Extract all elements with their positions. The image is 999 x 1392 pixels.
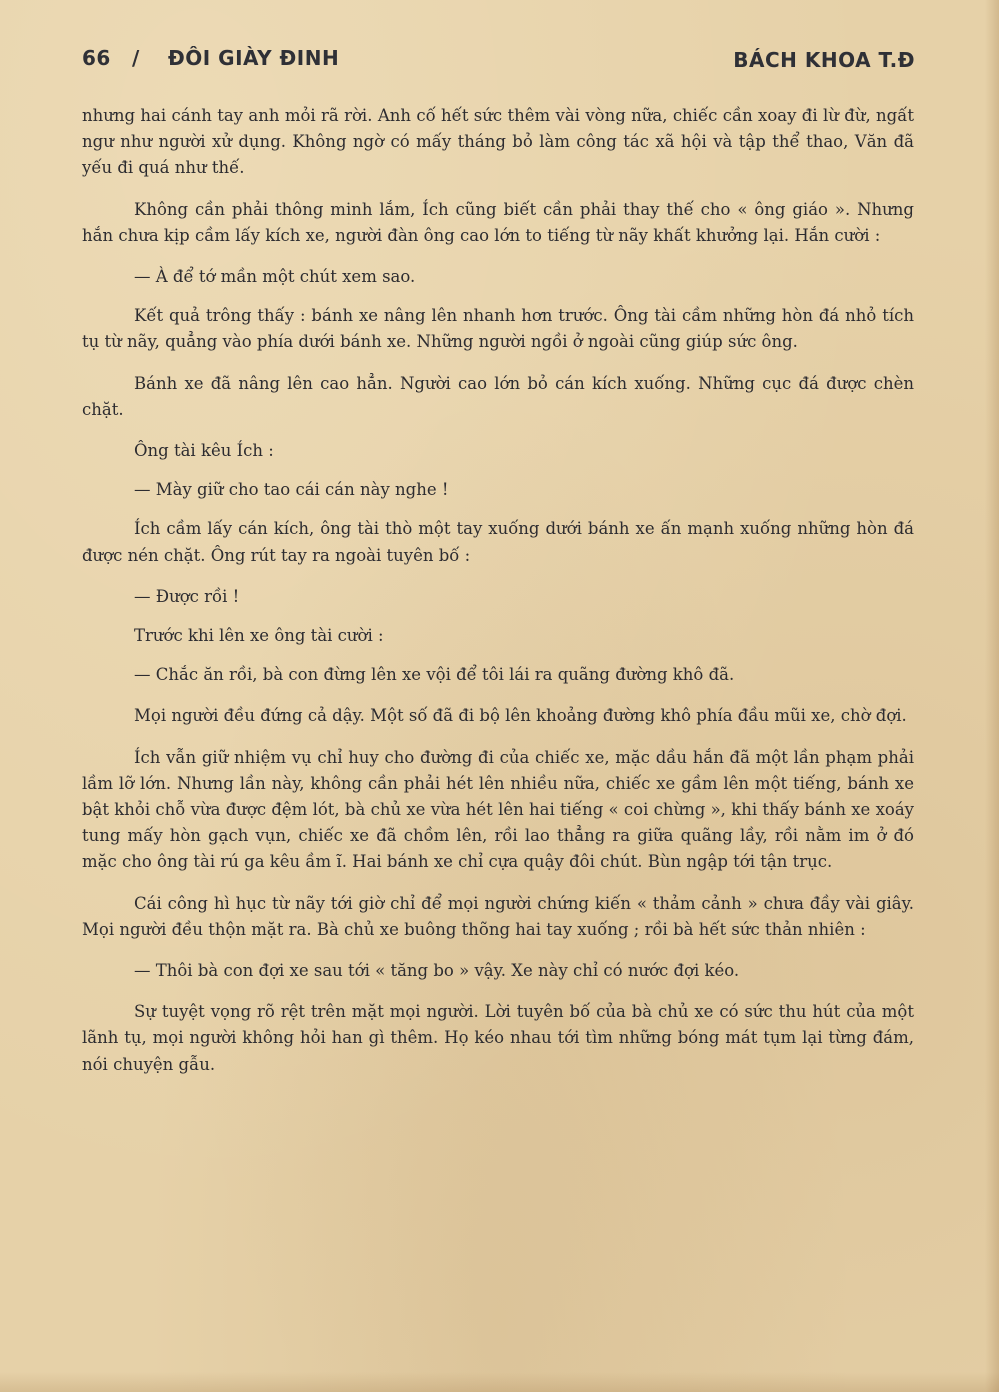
page-bottom-shadow — [0, 1372, 999, 1392]
paragraph: Ích cầm lấy cán kích, ông tài thò một tay xuống dưới bánh xe ấn mạnh xuống những hòn đá được nén chặt. Ông rút tay ra ngoài tuyên bố : — [82, 519, 914, 565]
journal-name: BÁCH KHOA T.Đ — [733, 48, 915, 72]
dialogue-line: — Được rồi ! — [134, 586, 240, 606]
paragraph: Kết quả trông thấy : bánh xe nâng lên nhanh hơn trước. Ông tài cầm những hòn đá nhỏ tích tụ từ nãy, quẳng vào phía dưới bánh xe. Những người ngồi ở ngoài cũng giúp sức ông. — [82, 306, 914, 352]
paragraph: Ông tài kêu Ích : — [134, 441, 274, 461]
dialogue-line: — Chắc ăn rồi, bà con đừng lên xe vội để tôi lái ra quãng đường khô đã. — [134, 665, 735, 685]
page-number: 66 — [82, 46, 111, 70]
page-edge-shadow — [985, 0, 999, 1392]
page-header — [82, 40, 915, 76]
paragraph: Trước khi lên xe ông tài cười : — [134, 626, 384, 646]
paragraph: Bánh xe đã nâng lên cao hẳn. Người cao lớn bỏ cán kích xuống. Những cục đá được chèn chặt. — [82, 373, 914, 419]
header-separator: / — [132, 46, 140, 70]
paragraph: Ích vẫn giữ nhiệm vụ chỉ huy cho đường đi của chiếc xe, mặc dầu hắn đã một lần phạm phải lầm lỡ lớn. Nhưng lần này, không cần phải hét lên nhiều nữa, chiếc xe gầm lên một tiếng, bánh xe bật khỏi chỗ vừa được đệm lót, bà chủ xe vừa hét lên hai tiếng « coi chừng », khi thấy bánh xe xoáy tung mấy hòn gạch vụn, chiếc xe đã chồm lên, rồi lao thẳng ra giữa quãng lầy, rồi nằm im ở đó mặc cho ông tài rú ga kêu ầm ĩ. Hai bánh xe chỉ cựa quậy đôi chút. Bùn ngập tới tận trục. — [82, 747, 914, 872]
running-title: ĐÔI GIÀY ĐINH — [168, 46, 340, 70]
paragraph: Sự tuyệt vọng rõ rệt trên mặt mọi người. Lời tuyên bố của bà chủ xe có sức thu hút của một lãnh tụ, mọi người không hỏi han gì thêm. Họ kéo nhau tới tìm những bóng mát tụm lại từng đám, nói chuyện gẫu. — [82, 1002, 914, 1074]
paragraph: Không cần phải thông minh lắm, Ích cũng biết cần phải thay thế cho « ông giáo ». Nhưng hắn chưa kịp cầm lấy kích xe, người đàn ông cao lớn to tiếng từ nãy khất khưởng lại. Hắn cười : — [82, 199, 914, 245]
body-text — [82, 103, 914, 1093]
paragraph: Mọi người đều đứng cả dậy. Một số đã đi bộ lên khoảng đường khô phía đầu mũi xe, chờ đợi. — [134, 706, 907, 726]
paragraph: nhưng hai cánh tay anh mỏi rã rời. Anh cố hết sức thêm vài vòng nữa, chiếc cần xoay đi lừ đừ, ngất ngư như người xử dụng. Không ngờ có mấy tháng bỏ làm công tác xã hội và tập thể thao, Văn đã yếu đi quá như thế. — [82, 106, 914, 178]
dialogue-line: — À để tớ mần một chút xem sao. — [134, 267, 416, 287]
dialogue-line: — Mày giữ cho tao cái cán này nghe ! — [134, 480, 449, 500]
dialogue-line: — Thôi bà con đợi xe sau tới « tăng bo » vậy. Xe này chỉ có nước đợi kéo. — [134, 961, 740, 981]
paragraph: Cái công hì hục từ nãy tới giờ chỉ để mọi người chứng kiến « thảm cảnh » chưa đầy vài giây. Mọi người đều thộn mặt ra. Bà chủ xe buông thõng hai tay xuống ; rồi bà hết sức thản nhiên : — [82, 893, 914, 939]
